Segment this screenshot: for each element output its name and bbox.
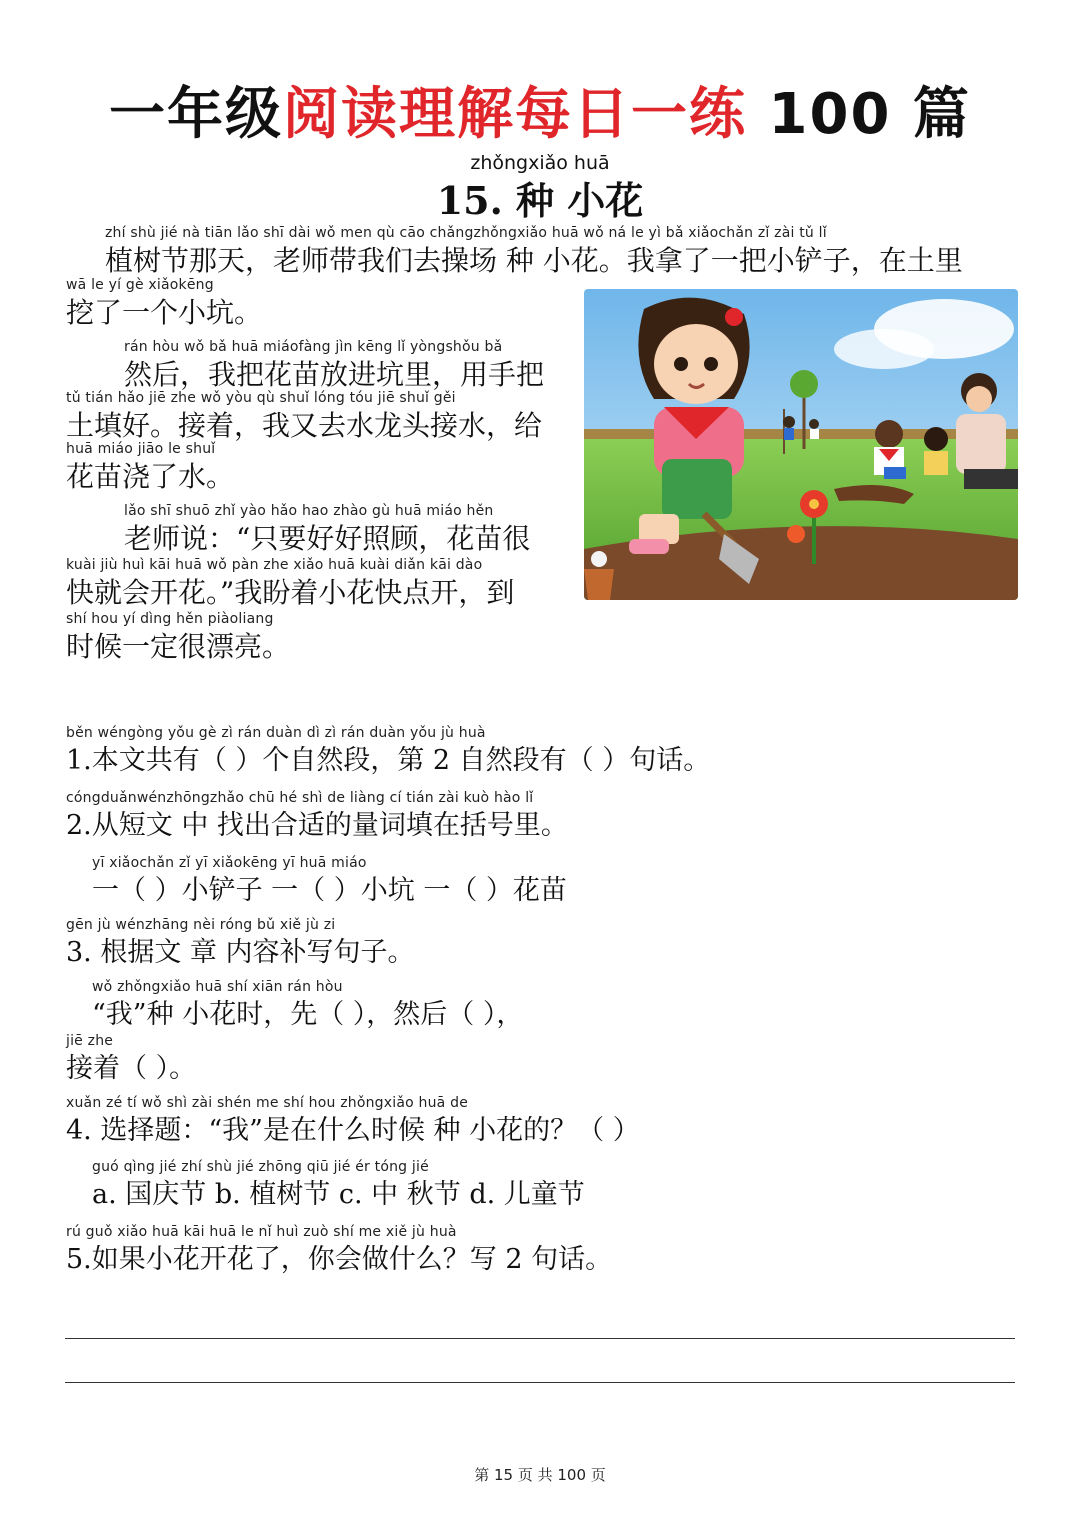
question-1 [66, 725, 710, 779]
pinyin: rú guǒ xiǎo huā kāi huā le nǐ huì zuò shí me xiě jù huà [66, 1224, 457, 1240]
story-line [105, 225, 963, 279]
answer-line[interactable] [65, 1382, 1015, 1383]
pinyin: wā le yí gè xiǎokēng [66, 277, 214, 293]
story-line [66, 611, 290, 665]
question-text: “我”种 小花时，先（ ），然后（ ）， [92, 999, 524, 1030]
question-text: 一（ ）小铲子 一（ ）小坑 一（ ）花苗 [92, 875, 567, 906]
story-text: 老师说：“只要好好照顾，花苗很 [124, 522, 531, 555]
title-part-1: 一年级 [109, 82, 284, 147]
pinyin: tǔ tián hǎo jiē zhe wǒ yòu qù shuǐ lóng tóu jiē shuǐ gěi [66, 390, 456, 406]
question-4 [66, 1095, 640, 1149]
question-2 [66, 790, 568, 844]
question-3 [66, 917, 415, 971]
pinyin: shí hou yí dìng hěn piàoliang [66, 611, 274, 627]
document-title [0, 70, 1080, 150]
question-text: 接着（ ）。 [66, 1053, 197, 1084]
story-title: 15. 种 小花 [436, 178, 644, 223]
pinyin: huā miáo jiāo le shuǐ [66, 441, 216, 457]
story-line [124, 503, 530, 557]
pinyin: zhí shù jié nà tiān lǎo shī dài wǒ men qù cāo chǎngzhǒngxiǎo huā wǒ ná le yì bǎ xiǎochǎn zǐ zài tǔ lǐ [105, 225, 827, 241]
pinyin: xuǎn zé tí wǒ shì zài shén me shí hou zhǒngxiǎo huā de [66, 1095, 469, 1111]
pinyin: jiē zhe [66, 1033, 114, 1049]
question-text: 3. 根据文 章 内容补写句子。 [66, 937, 415, 968]
question-5 [66, 1224, 612, 1278]
story-text: 快就会开花。”我盼着小花快点开，到 [66, 576, 515, 609]
question-text: 4. 选择题：“我”是在什么时候 种 小花的？（ ） [66, 1115, 640, 1146]
story-line [66, 441, 234, 495]
title-part-red: 阅读理解每日一练 [283, 82, 748, 147]
pinyin: lǎo shī shuō zhǐ yào hǎo hao zhào gù huā miáo hěn [124, 503, 494, 519]
question-text: a. 国庆节 b. 植树节 c. 中 秋节 d. 儿童节 [92, 1179, 585, 1210]
pinyin: kuài jiù huì kāi huā wǒ pàn zhe xiǎo huā kuài diǎn kāi dào [66, 557, 483, 573]
question-text: 2.从短文 中 找出合适的量词填在括号里。 [66, 810, 568, 841]
question-3-sentence [92, 979, 523, 1033]
story-text: 挖了一个小坑。 [66, 296, 263, 329]
story-text: 时候一定很漂亮。 [66, 630, 291, 663]
question-4-options [92, 1159, 585, 1213]
answer-line[interactable] [65, 1338, 1015, 1339]
story-text: 土填好。接着，我又去水龙头接水，给 [66, 409, 543, 442]
pinyin: cóngduǎnwénzhōngzhǎo chū hé shì de liàng cí tián zài kuò hào lǐ [66, 790, 534, 806]
story-title-pinyin: zhǒngxiǎo huā [470, 152, 610, 174]
story-illustration [584, 289, 1018, 600]
title-part-2: 100 篇 [747, 82, 971, 147]
story-line [124, 339, 544, 393]
pinyin: wǒ zhǒngxiǎo huā shí xiān rán hòu [92, 979, 343, 995]
story-line [66, 277, 262, 331]
question-text: 1.本文共有（ ）个自然段，第 2 自然段有（ ）句话。 [66, 745, 711, 776]
story-text: 植树节那天，老师带我们去操场 种 小花。我拿了一把小铲子，在土里 [105, 244, 963, 277]
story-text: 然后，我把花苗放进坑里，用手把 [124, 358, 545, 391]
question-text: 5.如果小花开花了，你会做什么？写 2 句话。 [66, 1244, 613, 1275]
pinyin: běn wéngòng yǒu gè zì rán duàn dì zì rán duàn yǒu jù huà [66, 725, 486, 741]
pinyin: gēn jù wénzhāng nèi róng bǔ xiě jù zi [66, 917, 336, 933]
question-2-blanks [92, 855, 567, 909]
story-line [66, 390, 542, 444]
story-text: 花苗浇了水。 [66, 460, 235, 493]
pinyin: rán hòu wǒ bǎ huā miáofàng jìn kēng lǐ yòngshǒu bǎ [124, 339, 503, 355]
story-line [66, 557, 514, 611]
question-3-sentence-cont [66, 1033, 196, 1087]
pinyin: guó qìng jié zhí shù jié zhōng qiū jié ér tóng jié [92, 1159, 429, 1175]
page-footer: 第 15 页 共 100 页 [474, 1466, 606, 1484]
pinyin: yī xiǎochǎn zǐ yī xiǎokēng yī huā miáo [92, 855, 367, 871]
